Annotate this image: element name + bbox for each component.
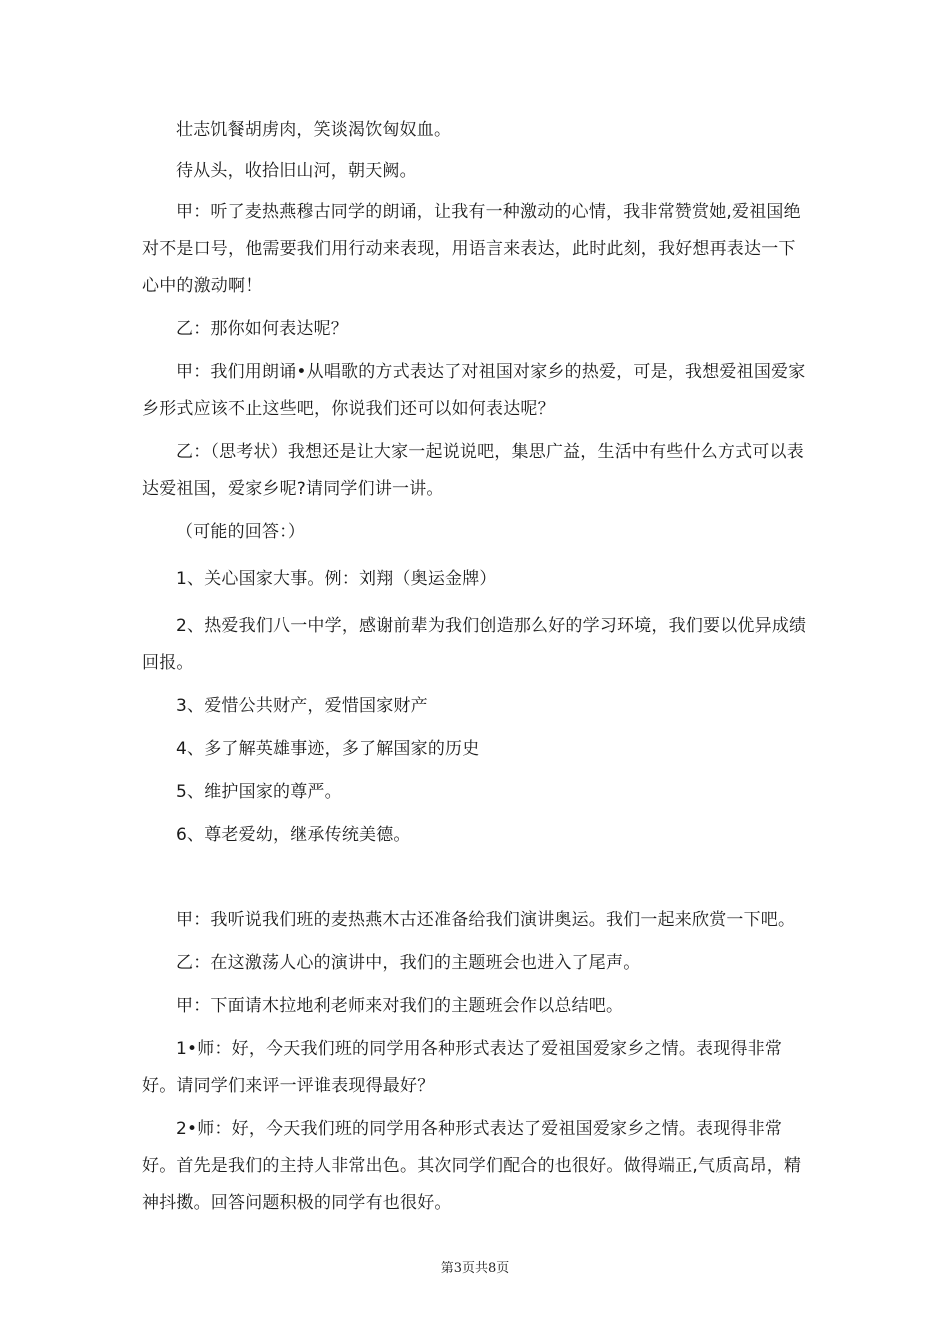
poem-line-2: 待从头，收拾旧山河，朝天阙。: [176, 161, 417, 181]
answer-item-3: 3、爱惜公共财产，爱惜国家财产: [176, 696, 428, 716]
teacher-summary-2: 2•师：好，今天我们班的同学用各种形式表达了爱祖国爱家乡之情。表现得非常好。首先是我们的主持人非常出色。其次同学们配合的也很好。做得端正,气质高昂，精神抖擞。回答问题积极的同学有也很好。: [142, 1119, 802, 1213]
page-footer: [0, 1257, 950, 1276]
answer-item-2: 2、热爱我们八一中学，感谢前辈为我们创造那么好的学习环境，我们要以优异成绩回报。: [142, 616, 807, 673]
teacher-summary-1: 1•师：好，今天我们班的同学用各种形式表达了爱祖国爱家乡之情。表现得非常好。请同学们来评一评谁表现得最好？: [142, 1039, 783, 1096]
dialogue-jia-3: 甲：我听说我们班的麦热燕木古还准备给我们演讲奥运。我们一起来欣赏一下吧。: [176, 910, 796, 930]
dialogue-yi-3: 乙：在这激荡人心的演讲中，我们的主题班会也进入了尾声。: [176, 953, 641, 973]
dialogue-yi-1: 乙：那你如何表达呢？: [176, 319, 348, 339]
answer-item-5: 5、维护国家的尊严。: [176, 782, 342, 802]
answer-item-1: 1、关心国家大事。例：刘翔（奥运金牌）: [176, 569, 497, 589]
dialogue-yi-2: 乙：（思考状）我想还是让大家一起说说吧，集思广益，生活中有些什么方式可以表达爱祖国，爱家乡呢?请同学们讲一讲。: [142, 442, 804, 499]
poem-line-1: 壮志饥餐胡虏肉，笑谈渴饮匈奴血。: [176, 120, 452, 140]
page-number-label: 第3页共8页: [440, 1261, 510, 1276]
possible-answers-heading: （可能的回答：）: [176, 522, 306, 542]
dialogue-jia-2: 甲：我们用朗诵•从唱歌的方式表达了对祖国对家乡的热爱，可是，我想爱祖国爱家乡形式应该不止这些吧，你说我们还可以如何表达呢？: [142, 362, 806, 419]
answer-item-4: 4、多了解英雄事迹，多了解国家的历史: [176, 739, 480, 759]
dialogue-jia-4: 甲：下面请木拉地利老师来对我们的主题班会作以总结吧。: [176, 996, 624, 1016]
document-body: [142, 112, 810, 1228]
dialogue-jia-1: 甲：听了麦热燕穆古同学的朗诵，让我有一种激动的心情，我非常赞赏她,爱祖国绝对不是口号，他需要我们用行动来表现，用语言来表达，此时此刻，我好想再表达一下心中的激动啊！: [142, 202, 801, 296]
answer-item-6: 6、尊老爱幼，继承传统美德。: [176, 825, 411, 845]
